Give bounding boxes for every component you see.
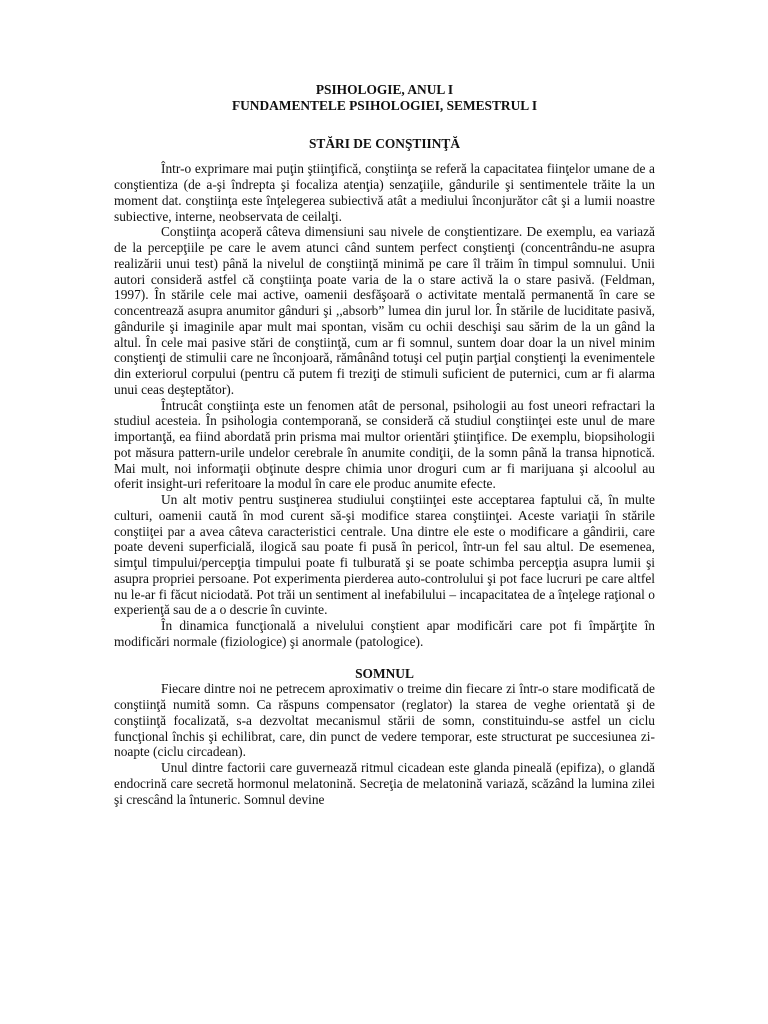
- course-title: PSIHOLOGIE, ANUL I: [315, 82, 454, 97]
- paragraph: În dinamica funcţională a nivelului conştient apar modificări care pot fi împărţite în modificări normale (fiziologice) şi anormale (patologice).: [114, 618, 655, 649]
- paragraph: Unul dintre factorii care guvernează ritmul cicadean este glanda pineală (epifiza), o glandă endocrină care secretă hormonul melatonină. Secreţia de melatonină variază, scăzând la lumina zilei şi crescând la întuneric. Somnul devine: [114, 760, 655, 807]
- paragraph: Conştiinţa acoperă câteva dimensiuni sau nivele de conştientizare. De exemplu, ea variază de la percepţiile pe care le avem atunci când suntem perfect conştienţi (concentrându-ne asupra realizării unui test) până la nivelul de conştiinţă minimă pe care îl trăim în timpul somnului. Unii autori consideră astfel că conştiinţa poate varia de la o stare activă la o stare pasivă. (Feldman, 1997). În stările cele mai active, oamenii desfăşoară o activitate mentală permanentă în care se concentrează asupra anumitor gânduri şi ,,absorb” lumea din jurul lor. În stările de luciditate pasivă, gândurile şi imaginile apar mult mai spontan, visăm cu ochii deschişi sau sărim de la un gând la altul. În cele mai pasive stări de conştiinţă, cum ar fi somnul, suntem doar doar la un nivel minim conştienţi de stimulii care ne înconjoară, rămânând totuşi cel puţin parţial conştienţi la evenimentele din exteriorul corpului (pentru că putem fi treziţi de stimuli suficient de puternici, cum ar fi alarma unui ceas deşteptător).: [114, 224, 655, 397]
- section-title-states-of-consciousness: STĂRI DE CONŞTIINŢĂ: [308, 135, 461, 151]
- paragraph: Fiecare dintre noi ne petrecem aproximativ o treime din fiecare zi într-o stare modificată de conştiinţă numită somn. Ca răspuns compensator (reglator) la starea de veghe orientată şi de conştiinţă focalizată, s-a dezvoltat mecanismul stării de somn, constituindu-se astfel un ciclu funcţional închis şi echilibrat, care, din punct de vedere temporar, este structurat pe succesiunea zi-noapte (ciclu circadean).: [114, 681, 655, 760]
- paragraph: Un alt motiv pentru susţinerea studiului conştiinţei este acceptarea faptului că, în multe culturi, oamenii caută în mod curent să-şi modifice starea conştiinţei. Aceste variaţii în stările conştiiţei par a avea câteva caracteristici centrale. Una dintre ele este o modificare a gândirii, care poate deveni superficială, ilogică sau poate fi pusă în pericol, într-un fel sau altul. De esemenea, simţul timpului/percepţia timpului poate fi tulburată şi se poate schimba percepţia asupra lumii şi asupra propriei persoane. Pot experimenta pierderea auto-controlului şi pot face lucruri pe care altfel nu le-ar fi făcut niciodată. Pot trăi un sentiment al inefabilului – incapacitatea de a înţelege raţional o experienţă sau de a o descrie în cuvinte.: [114, 492, 655, 618]
- paragraph: Într-o exprimare mai puţin ştiinţifică, conştiinţa se referă la capacitatea fiinţelor umane de a conştientiza (de a-şi îndrepta şi focaliza atenţia) senzaţiile, gândurile şi sentimentele trăite la un moment dat. conştiinţa este înţelegerea subiectivă atât a mediului înconjurător cât şi a lumii noastre subiective, interne, neobservata de ceilalţi.: [114, 161, 655, 224]
- course-subtitle: FUNDAMENTELE PSIHOLOGIEI, SEMESTRUL I: [231, 97, 538, 113]
- paragraph: Întrucât conştiinţa este un fenomen atât de personal, psihologii au fost uneori refractari la studiul acesteia. În psihologia contemporană, se consideră că studiul conştiinţei este unul de mare importanţă, ea fiind abordată prin prisma mai multor orientări ştiinţifice. De exemplu, biopsihologii pot măsura pattern-urile undelor cerebrale în anumite condiţii, de la somn până la transa hipnotică. Mai mult, noi informaţii obţinute despre chimia unor droguri cum ar fi marijuana şi alcoolul au oferit insight-uri referitoare la modul în care ele produc anumite efecte.: [114, 397, 655, 492]
- section-title-sleep: SOMNUL: [355, 665, 414, 681]
